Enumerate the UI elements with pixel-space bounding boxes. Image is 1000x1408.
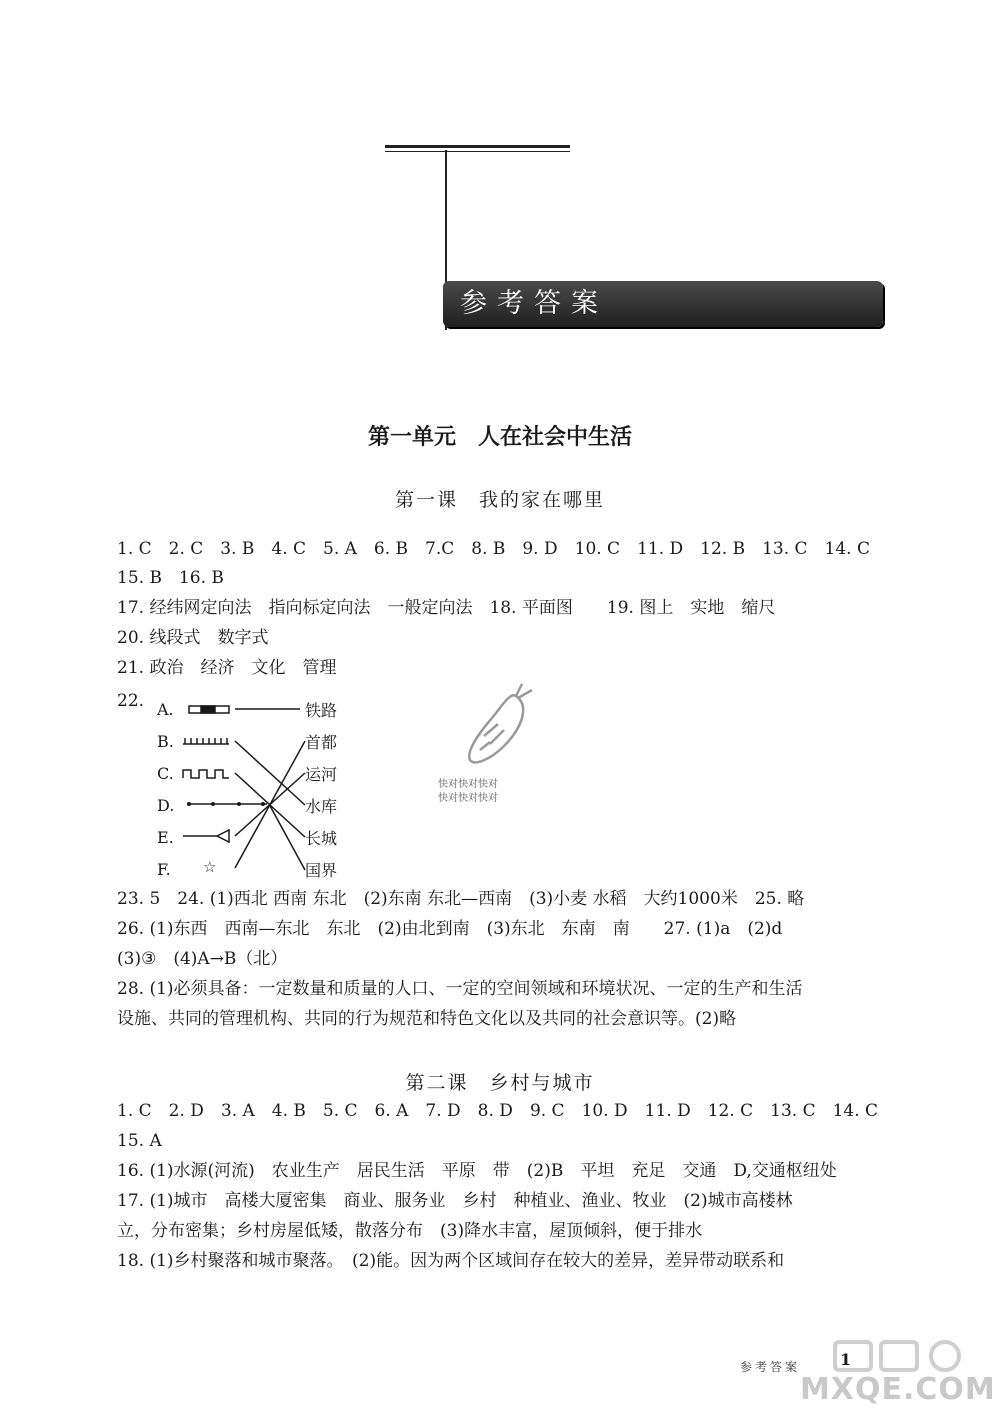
q22-right-railway: 铁路 <box>305 701 338 720</box>
answer-line: 设施、共同的管理机构、共同的行为规范和特色文化以及共同的社会意识等。(2)略 <box>117 1009 737 1029</box>
lesson2-title: 第二课 乡村与城市 <box>405 1072 595 1094</box>
answer-line: 18. (1)乡村聚落和城市聚落。 (2)能。因为两个区域间存在较大的差异，差异带动联系和 <box>117 1251 785 1271</box>
answer-line: 20. 线段式 数字式 <box>117 628 269 648</box>
answer-line: 15. A <box>117 1131 162 1151</box>
page-number: 1 <box>840 1350 852 1369</box>
answer-line: 26. (1)东西 西南—东北 东北 (2)由北到南 (3)东北 东南 南 27. (1)a (2)d <box>117 919 783 939</box>
answer-line: 1. C 2. C 3. B 4. C 5. A 6. B 7.C 8. B 9. D 10. C 11. D 12. B 13. C 14. C <box>117 539 870 559</box>
q22-left-f: F. <box>157 860 171 879</box>
lesson1-title: 第一课 我的家在哪里 <box>394 489 605 511</box>
q22-number: 22. <box>117 691 145 711</box>
watermark-site: MXQE.COM <box>800 1372 996 1407</box>
answer-line: 23. 5 24. (1)西北 西南 东北 (2)东南 东北—西南 (3)小麦 水稻 大约1000米 25. 略 <box>117 889 805 909</box>
unit-title: 第一单元 人在社会中生活 <box>367 425 632 450</box>
answer-line: 21. 政治 经济 文化 管理 <box>117 658 337 678</box>
answer-line: 16. (1)水源(河流) 农业生产 居民生活 平原 带 (2)B 平坦 充足 交通 D,交通枢纽处 <box>117 1161 837 1181</box>
q22-left-b: B. <box>157 732 174 751</box>
banner-title: 参考答案 <box>460 288 608 319</box>
answer-line: 15. B 16. B <box>117 568 224 588</box>
answer-line: 1. C 2. D 3. A 4. B 5. C 6. A 7. D 8. D 9. C 10. D 11. D 12. C 13. C 14. C <box>117 1101 879 1121</box>
header-rule-thin <box>385 151 570 152</box>
answer-line: 17. (1)城市 高楼大厦密集 商业、服务业 乡村 种植业、渔业、牧业 (2)城市高楼林 <box>117 1191 793 1211</box>
svg-text:☆: ☆ <box>203 858 217 876</box>
answer-line: 28. (1)必须具备：一定数量和质量的人口、一定的空间领域和环境状况、一定的生产和生活 <box>117 979 803 999</box>
watermark-text-1: 快对快对快对 <box>438 779 498 790</box>
q22-matching <box>117 690 377 880</box>
q22-symbols-and-lines <box>117 690 377 880</box>
q22-right-border: 国界 <box>305 861 338 880</box>
watermark-carrot-icon <box>460 680 540 770</box>
q22-left-c: C. <box>157 764 174 783</box>
answer-line: (3)③ (4)A→B（北） <box>117 949 288 969</box>
answer-line: 立，分布密集；乡村房屋低矮，散落分布 (3)降水丰富，屋顶倾斜，便于排水 <box>117 1221 703 1241</box>
header-rule-thick <box>385 145 570 148</box>
q22-right-reservoir: 水库 <box>305 797 338 816</box>
q22-left-e: E. <box>157 828 174 847</box>
q22-right-canal: 运河 <box>305 765 338 784</box>
q22-right-greatwall: 长城 <box>305 829 338 848</box>
answer-line: 17. 经纬网定向法 指向标定向法 一般定向法 18. 平面图 19. 图上 实地 缩尺 <box>117 598 776 618</box>
q22-left-d: D. <box>157 796 175 815</box>
q22-left-a: A. <box>157 700 174 719</box>
q22-right-capital: 首都 <box>305 733 338 752</box>
watermark-logo-icon <box>825 1338 975 1374</box>
watermark-text-2: 快对快对快对 <box>438 793 498 804</box>
footer-label: 参考答案 <box>740 1360 801 1374</box>
